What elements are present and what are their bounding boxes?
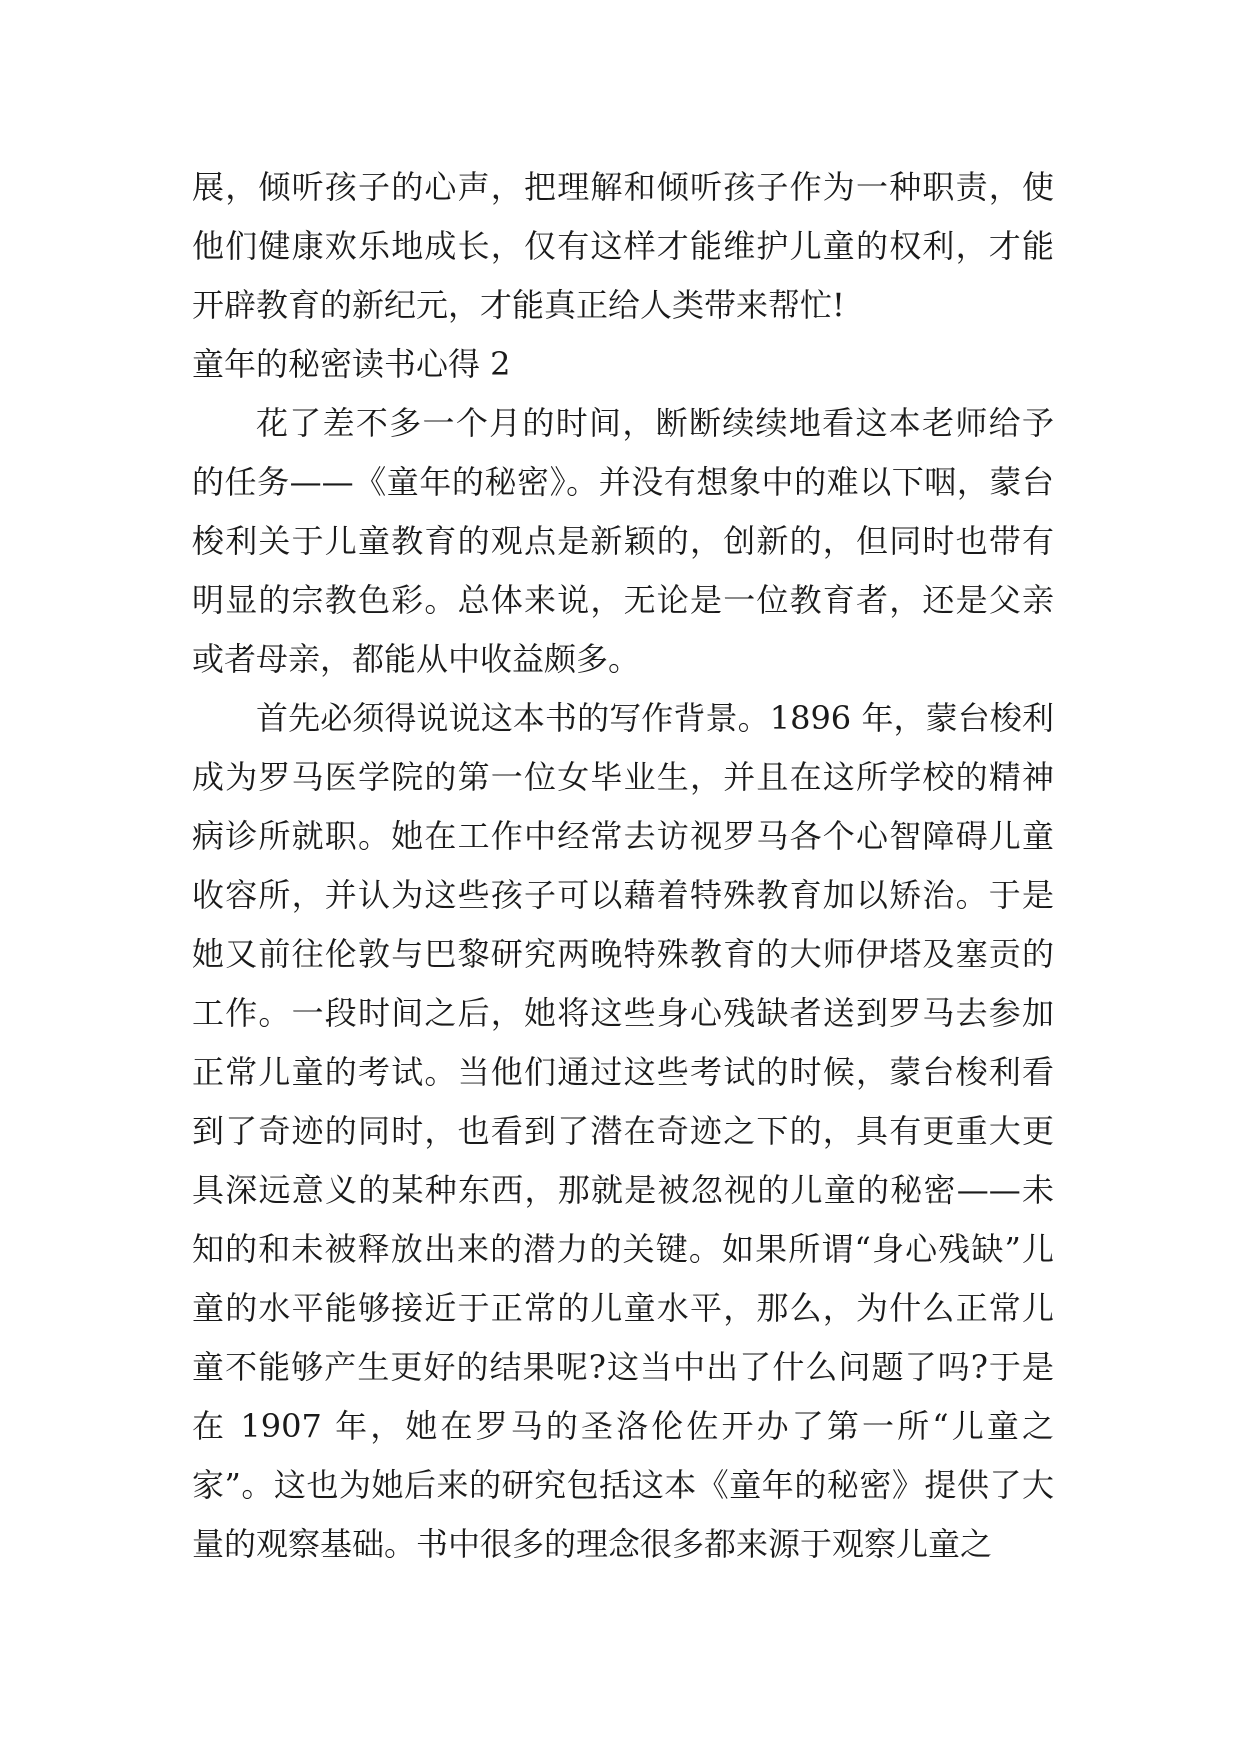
body-paragraph-1: 花了差不多一个月的时间，断断续续地看这本老师给予的任务——《童年的秘密》。并没有想象中的难以下咽，蒙台梭利关于儿童教育的观点是新颖的，创新的，但同时也带有明显的宗教色彩。总体来说，无论是一位教育者，还是父亲或者母亲，都能从中收益颇多。 [192,404,1054,678]
continued-paragraph: 展，倾听孩子的心声，把理解和倾听孩子作为一种职责，使他们健康欢乐地成长，仅有这样才能维护儿童的权利，才能开辟教育的新纪元，才能真正给人类带来帮忙! [192,168,1054,324]
section-title: 童年的秘密读书心得 2 [192,345,511,383]
body-paragraph-2: 首先必须得说说这本书的写作背景。1896 年，蒙台梭利成为罗马医学院的第一位女毕业生，并且在这所学校的精神病诊所就职。她在工作中经常去访视罗马各个心智障碍儿童收容所，并认为这些孩子可以藉着特殊教育加以矫治。于是她又前往伦敦与巴黎研究两晚特殊教育的大师伊塔及塞贡的工作。一段时间之后，她将这些身心残缺者送到罗马去参加正常儿童的考试。当他们通过这些考试的时候，蒙台梭利看到了奇迹的同时，也看到了潜在奇迹之下的，具有更重大更具深远意义的某种东西，那就是被忽视的儿童的秘密——未知的和未被释放出来的潜力的关键。如果所谓“身心残缺”儿童的水平能够接近于正常的儿童水平，那么，为什么正常儿童不能够产生更好的结果呢?这当中出了什么问题了吗?于是在 1907 年，她在罗马的圣洛伦佐开办了第一所“儿童之家”。这也为她后来的研究包括这本《童年的秘密》提供了大量的观察基础。书中很多的理念很多都来源于观察儿童之 [192,699,1054,1563]
document-body [192,158,1054,1574]
